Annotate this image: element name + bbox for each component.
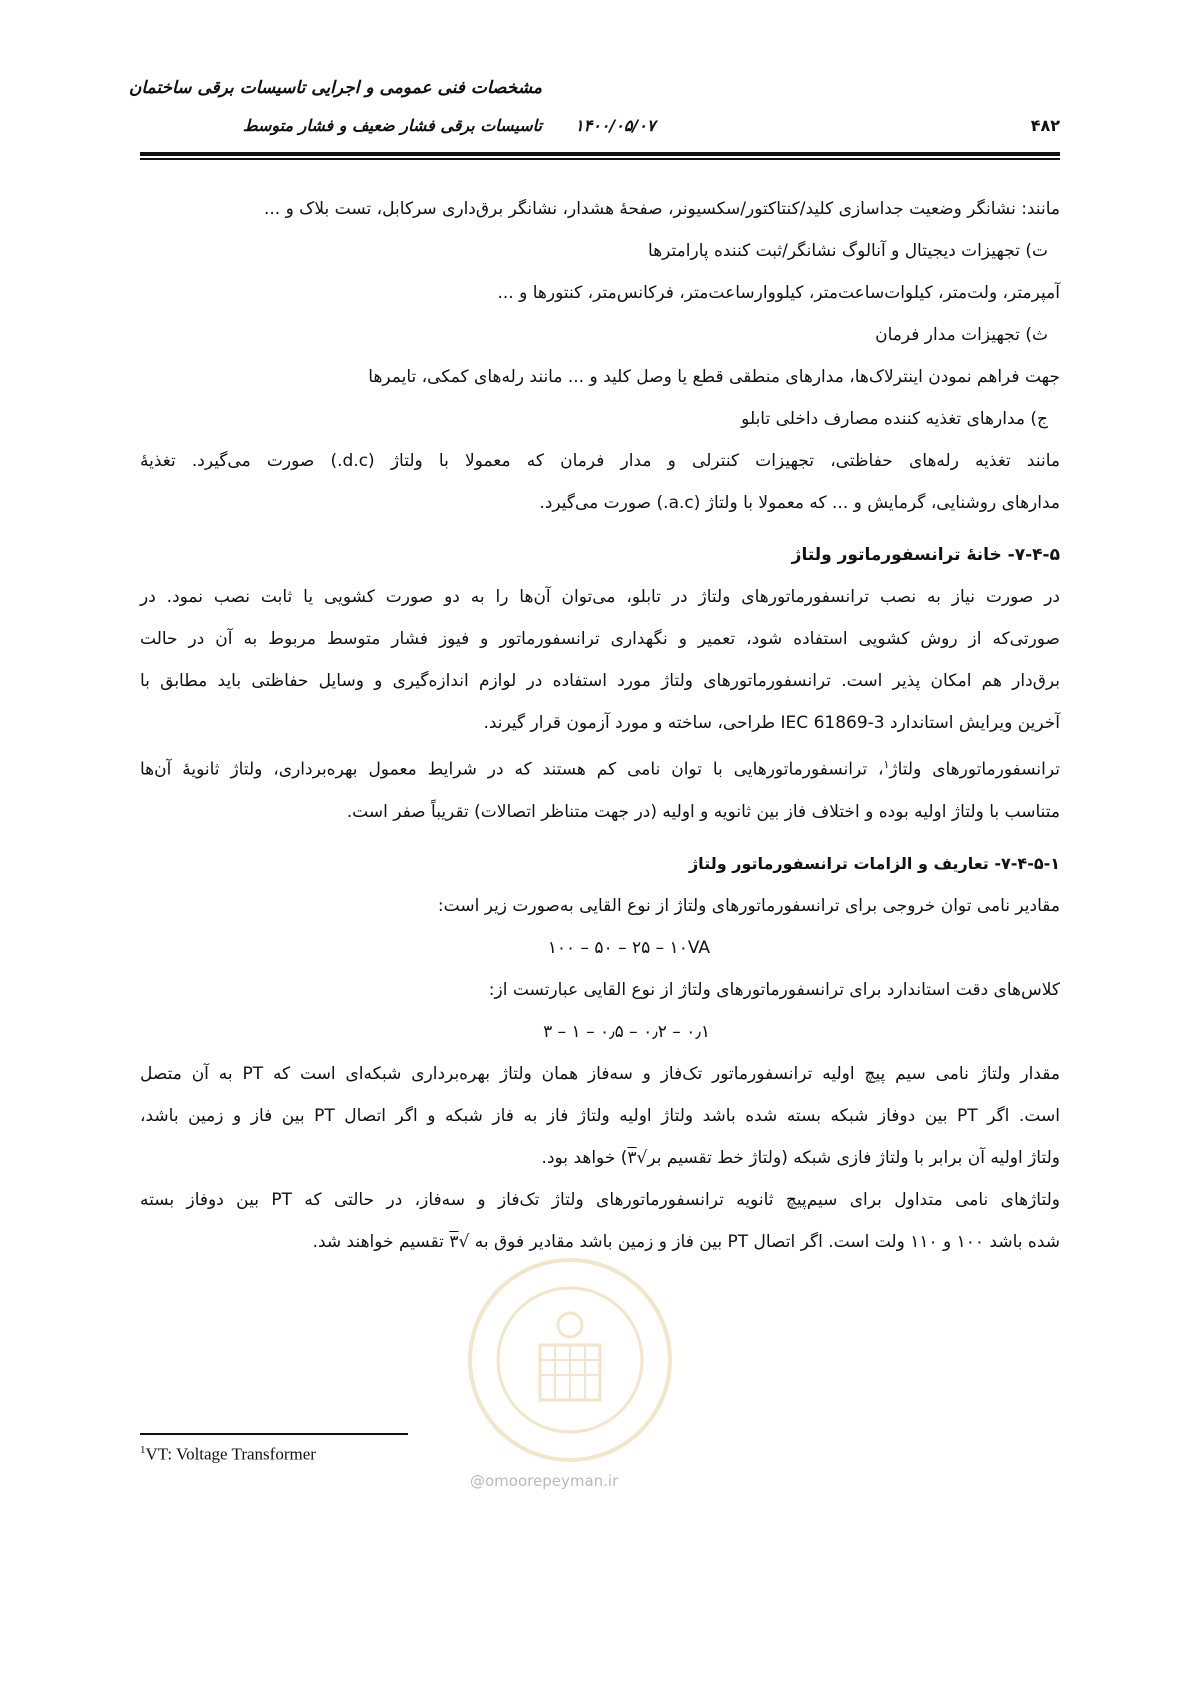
paragraph-line: ولتاژ اولیه آن برابر با ولتاژ فازی شبکه (ولتاژ خط تقسیم بر√۳) خواهد بود. — [541, 1147, 1060, 1168]
paragraph-line: شده باشد ۱۰۰ و ۱۱۰ ولت است. اگر اتصال PT بین فاز و زمین باشد مقادیر فوق به √۳ تقسیم خواهند شد. — [312, 1231, 1060, 1252]
vt-term: ترانسفورماتورهای ولتاژ — [889, 759, 1060, 780]
page-number: ۴۸۲ — [1030, 116, 1060, 135]
sqrt-icon: √ — [458, 1231, 470, 1252]
document-subtitle: تاسیسات برقی فشار ضعیف و فشار متوسط — [242, 116, 542, 135]
paragraph-line: آمپرمتر، ولت‌متر، کیلوات‌ساعت‌متر، کیلووارساعت‌متر، فرکانس‌متر، کنتورها و ... — [497, 283, 1060, 303]
paragraph-line: برق‌دار هم امکان پذیر است. ترانسفورماتورهای ولتاژ مورد استفاده در لوازم اندازه‌گیری و وسایل حفاظتی باید مطابق با — [140, 671, 1060, 691]
document-title: مشخصات فنی عمومی و اجرایی تاسیسات برقی ساختمان — [128, 78, 542, 98]
paragraph-line: مانند تغذیه رله‌های حفاظتی، تجهیزات کنترلی و مدار فرمان که معمولا با ولتاژ (d.c.) صورت می‌گیرد. تغذیهٔ — [140, 451, 1060, 471]
header-rule-thin — [140, 158, 1060, 160]
paragraph-line: مقدار ولتاژ نامی سیم پیچ اولیه ترانسفورماتور تک‌فاز و سه‌فاز همان ولتاژ بهره‌برداری شبکه‌ای است که PT به آن متصل — [140, 1063, 1060, 1084]
header-rule-thick — [140, 152, 1060, 156]
list-item-th: ث) تجهیزات مدار فرمان — [875, 325, 1048, 345]
page-body — [140, 188, 1060, 1263]
paragraph-line: کلاس‌های دقت استاندارد برای ترانسفورماتورهای ولتاژ از نوع القایی عبارتست از: — [488, 979, 1060, 1000]
document-date: ۱۴۰۰/۰۵/۰۷ — [575, 116, 656, 135]
section-heading: ۷-۴-۵- خانهٔ ترانسفورماتور ولتاژ — [791, 545, 1060, 565]
paragraph-line: مدارهای روشنایی، گرمایش و ... که معمولا با ولتاژ (a.c.) صورت می‌گیرد. — [539, 493, 1060, 513]
paragraph-line: مانند: نشانگر وضعیت جداسازی کلید/کنتاکتور/سکسیونر، صفحهٔ هشدار، نشانگر برق‌داری سرکابل، تست بلاک و ... — [263, 199, 1060, 219]
sqrt-three: ۳ — [627, 1147, 637, 1168]
paragraph-line: صورتی‌که از روش کشویی استفاده شود، تعمیر و نگهداری ترانسفورماتور و فیوز فشار متوسط مربوط به آن در حالت — [140, 629, 1060, 649]
paragraph-line: در صورت نیاز به نصب ترانسفورماتورهای ولتاژ در تابلو، می‌توان آن‌ها را به دو صورت کشویی یا ثابت نصب نمود. در — [140, 587, 1060, 607]
footnote — [140, 1444, 316, 1465]
paragraph-line: متناسب با ولتاژ اولیه بوده و اختلاف فاز بین ثانویه و اولیه (در جهت متناظر اتصالات) تقریباً صفر است. — [346, 801, 1060, 822]
paragraph-line: است. اگر PT بین دوفاز شبکه بسته شده باشد ولتاژ اولیه ولتاژ فاز به فاز شبکه و اگر اتصال PT بین فاز و زمین باشد، — [140, 1105, 1061, 1126]
paragraph-line: ولتاژهای نامی متداول برای سیم‌پیچ ثانویه ترانسفورماتورهای ولتاژ تک‌فاز و سه‌فاز، در حالتی که PT بین دوفاز بسته — [140, 1189, 1060, 1210]
paragraph-line — [140, 744, 1060, 791]
paragraph-line: جهت فراهم نمودن اینترلاک‌ها، مدارهای منطقی قطع یا وصل کلید و ... مانند رله‌های کمکی، تایمرها — [368, 367, 1060, 387]
footnote-ref: ۱ — [883, 758, 890, 771]
footnote-text: VT: Voltage Transformer — [145, 1444, 316, 1464]
paragraph-line: مقادیر نامی توان خروجی برای ترانسفورماتورهای ولتاژ از نوع القایی به‌صورت زیر است: — [437, 895, 1060, 916]
footnote-rule — [140, 1433, 408, 1435]
subsection-heading: ۷-۴-۵-۱- تعاریف و الزامات ترانسفورماتور ولتاژ — [688, 853, 1060, 873]
list-item-t: ت) تجهیزات دیجیتال و آنالوگ نشانگر/ثبت کننده پارامترها — [648, 241, 1048, 261]
paragraph-line: آخرین ویرایش استاندارد IEC 61869-3 طراحی، ساخته و مورد آزمون قرار گیرند. — [483, 713, 1060, 733]
sqrt-three: ۳ — [449, 1231, 459, 1252]
watermark-url: @omoorepeyman.ir — [470, 1472, 619, 1490]
footnote-marker: 1 — [140, 1444, 146, 1456]
accuracy-classes-formula: ۳ – ۱ – ۰٫۵ – ۰٫۲ – ۰٫۱ — [543, 1021, 710, 1042]
vt-definition: ، ترانسفورماتورهایی با توان نامی کم هستند که در شرایط معمول بهره‌برداری، ولتاژ ثانویهٔ آن‌ها — [140, 759, 884, 780]
watermark-logo-icon — [460, 1250, 680, 1470]
list-item-j: ج) مدارهای تغذیه کننده مصارف داخلی تابلو — [741, 409, 1048, 429]
power-ratings-formula: ۱۰۰ – ۵۰ – ۲۵ – ۱۰VA — [547, 937, 710, 958]
sqrt-icon: √ — [636, 1147, 648, 1168]
